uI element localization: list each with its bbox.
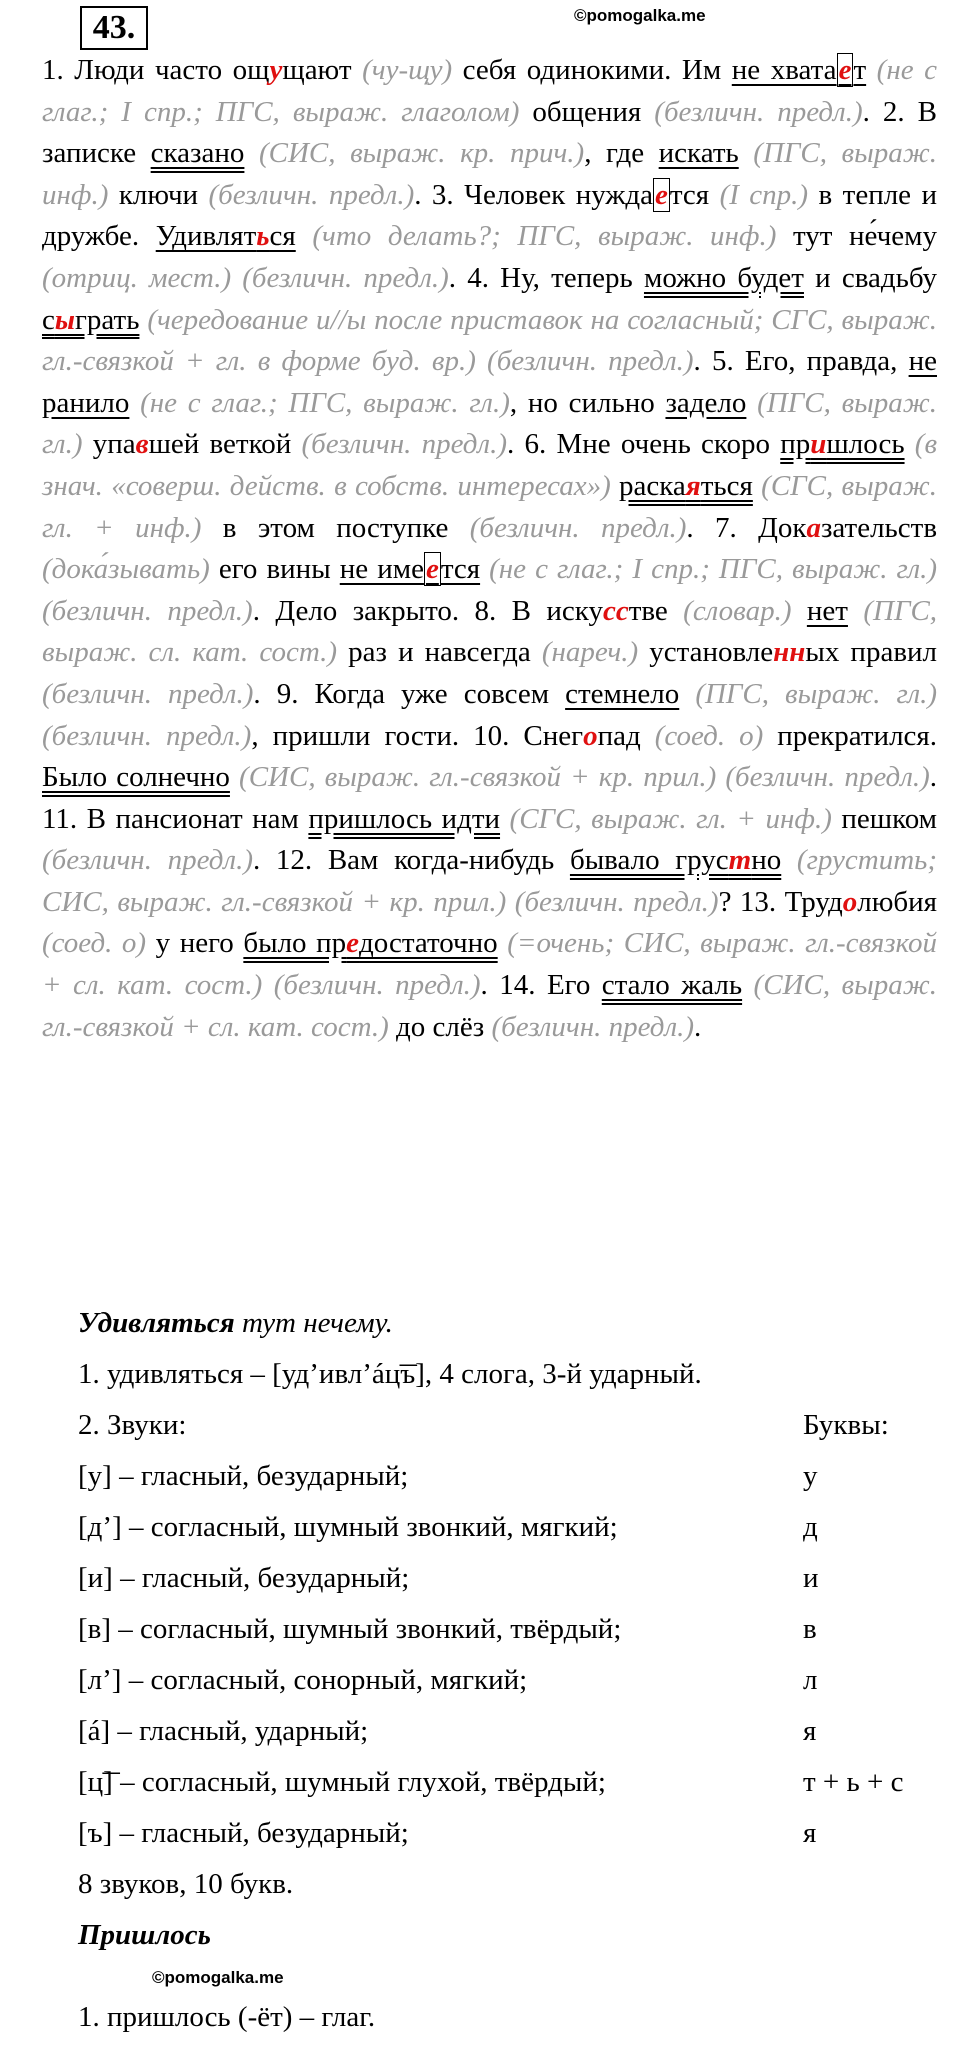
- watermark-bottom: ©pomogalka.me: [152, 1968, 284, 1987]
- sentence-2: 2. В записке сказано (СИС, выраж. кр. прич.), где искать (ПГС, выраж. инф.) ключи (безличн. предл.).: [42, 95, 938, 211]
- sentence-8: 8. В искусстве (словар.) нет (ПГС, выраж. сл. кат. сост.) раз и навсегда (нареч.) установленных правил (безличн. предл.).: [42, 594, 938, 710]
- sentence-7: 7. Доказательств (дока́зывать) его вины не имеется (не с глаг.; I спр.; ПГС, выраж. гл.) (безличн. предл.). Дело закрыто.: [42, 511, 938, 627]
- sentence-1: 1. Люди часто ощущают (чу-щу) себя одинокими. Им не хватает (не с глаг.; I спр.; ПГС, выраж. глаголом) общения (безличн. предл.).: [42, 54, 938, 128]
- sound-row: [д’] – согласный, шумный звонкий, мягкий; д: [78, 1511, 818, 1543]
- exercise-number: 43.: [80, 6, 148, 50]
- sentence-10: 10. Снегопад (соед. о) прекратился. Было солнечно (СИС, выраж. гл.-связкой + кр. прил.) (безличн. предл.).: [42, 719, 937, 794]
- analysis-heading-2: Пришлось: [78, 1919, 211, 1951]
- sentence-9: 9. Когда уже совсем стемнело (ПГС, выраж. гл.) (безличн. предл.), пришли гости.: [42, 677, 938, 752]
- sentence-13: 13. Трудолюбия (соед. о) у него было предостаточно (=очень; СИС, выраж. гл.-связкой + сл. кат. сост.) (безличн. предл.).: [42, 885, 937, 1002]
- analysis-heading: Удивляться тут нечему.: [78, 1307, 393, 1339]
- exercise-text: [42, 50, 937, 1048]
- sentence-14: 14. Его стало жаль (СИС, выраж. гл.-связкой + сл. кат. сост.) до слёз (безличн. предл.).: [42, 969, 937, 1043]
- phonetic-analysis: [78, 1298, 918, 1961]
- watermark-top: ©pomogalka.me: [574, 6, 706, 25]
- sentence-11: 11. В пансионат нам пришлось идти (СГС, выраж. гл. + инф.) пешком (безличн. предл.).: [42, 802, 938, 877]
- analysis-line-1: 1. удивляться – [уд’ивл’áц͞ъ], 4 слога, 3-й ударный.: [78, 1358, 702, 1390]
- sound-row: [и] – гласный, безударный; и: [78, 1562, 819, 1594]
- sound-row: [л’] – согласный, сонорный, мягкий; л: [78, 1664, 818, 1696]
- sound-row: [ц͞] – согласный, шумный глухой, твёрдый; т + ь + с: [78, 1766, 904, 1798]
- analysis-last: [78, 1992, 918, 2043]
- sentence-4: 4. Ну, теперь можно будет и свадьбу сыграть (чередование и//ы после приставок на согласный; СГС, выраж. гл.-связкой + гл. в форме буд. вр.) (безличн. предл.).: [42, 261, 938, 378]
- sound-row: [у] – гласный, безударный; у: [78, 1460, 818, 1492]
- sound-row: [в] – согласный, шумный звонкий, твёрдый; в: [78, 1613, 817, 1645]
- sounds-header: 2. Звуки: Буквы:: [78, 1409, 889, 1441]
- sentence-12: 12. Вам когда-нибудь бывало грустно (грустить; СИС, выраж. гл.-связкой + кр. прил.) (безличн. предл.)?: [42, 844, 937, 918]
- sentence-6: 6. Мне очень скоро пришлось (в знач. «соверш. действ. в собств. интересах») раскаяться (СГС, выраж. гл. + инф.) в этом поступке (безличн. предл.).: [42, 428, 938, 544]
- sentence-5: 5. Его, правда, не ранило (не с глаг.; ПГС, выраж. гл.), но сильно задело (ПГС, выраж. гл.) упавшей веткой (безличн. предл.).: [42, 345, 938, 461]
- analysis-last-line: 1. пришлось (-ёт) – глаг.: [78, 2001, 376, 2033]
- sound-row: [á] – гласный, ударный; я: [78, 1715, 817, 1747]
- analysis-summary: 8 звуков, 10 букв.: [78, 1868, 294, 1900]
- sound-row: [ъ] – гласный, безударный; я: [78, 1817, 817, 1849]
- sentence-3: 3. Человек нуждается (I спр.) в тепле и дружбе. Удивляться (что делать?; ПГС, выраж. инф.) тут не́чему (отриц. мест.) (безличн. предл.).: [42, 178, 938, 294]
